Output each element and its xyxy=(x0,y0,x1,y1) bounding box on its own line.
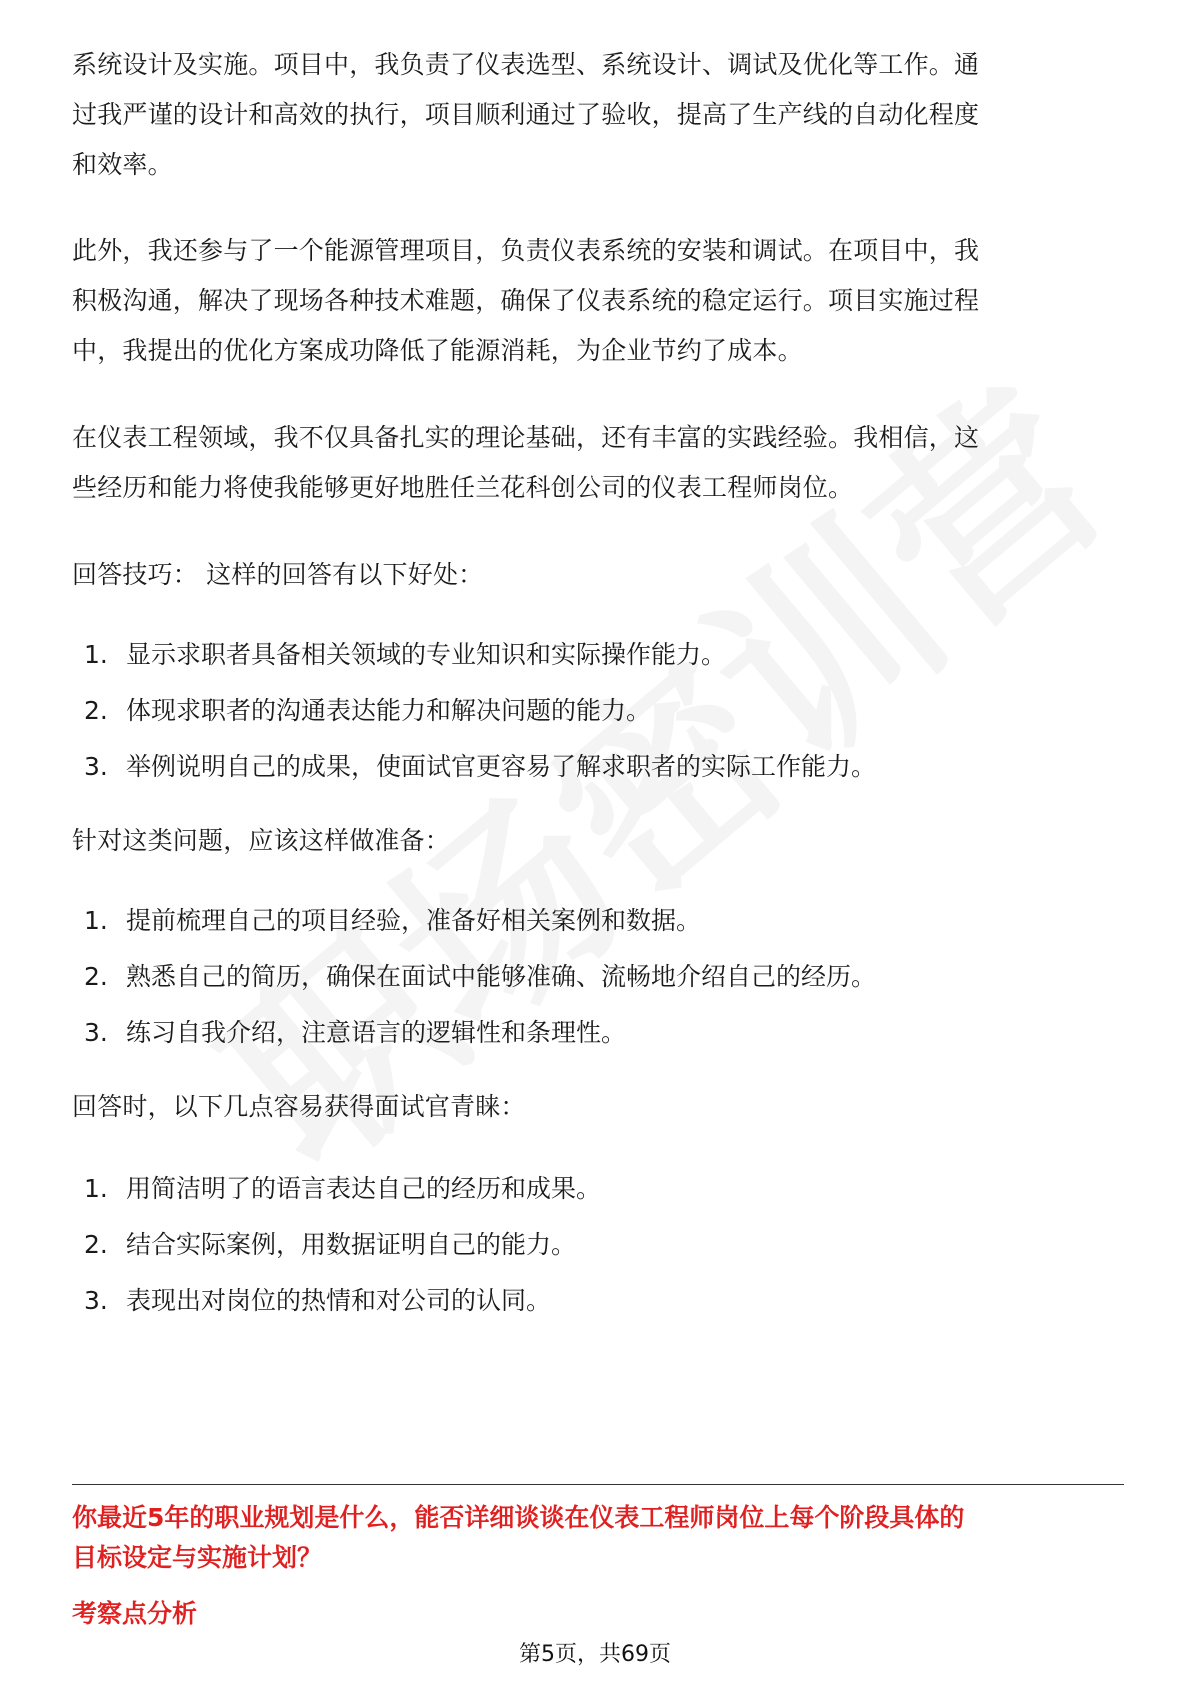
page-number: 第5页，共69页 xyxy=(519,1642,671,1667)
list-item xyxy=(84,893,876,949)
paragraph-line: 些经历和能力将使我能够更好地胜任兰花科创公司的仪表工程师岗位。 xyxy=(72,473,854,502)
list-text: 表现出对岗位的热情和对公司的认同。 xyxy=(126,1286,552,1315)
paragraph-project-1 xyxy=(72,40,1124,190)
question-line: 目标设定与实施计划？ xyxy=(72,1543,323,1572)
list-number: 1. xyxy=(84,1174,108,1203)
list-number: 1. xyxy=(84,906,108,935)
list-text: 练习自我介绍，注意语言的逻辑性和条理性。 xyxy=(126,1018,627,1047)
favor-list xyxy=(84,1161,601,1329)
next-question-title xyxy=(72,1498,1124,1578)
list-number: 2. xyxy=(84,962,108,991)
list-number: 2. xyxy=(84,1230,108,1259)
paragraph-line: 在仪表工程领域，我不仅具备扎实的理论基础，还有丰富的实践经验。我相信，这 xyxy=(72,423,980,452)
list-item xyxy=(84,1273,601,1329)
paragraph-line: 和效率。 xyxy=(72,150,173,179)
paragraph-line: 此外，我还参与了一个能源管理项目，负责仪表系统的安装和调试。在项目中，我 xyxy=(72,236,980,265)
paragraph-summary xyxy=(72,413,1124,513)
tips-list xyxy=(84,627,876,795)
list-text: 体现求职者的沟通表达能力和解决问题的能力。 xyxy=(126,696,652,725)
tips-heading: 回答技巧： 这样的回答有以下好处： xyxy=(72,560,484,589)
list-item xyxy=(84,627,876,683)
list-text: 熟悉自己的简历，确保在面试中能够准确、流畅地介绍自己的经历。 xyxy=(126,962,877,991)
list-item xyxy=(84,739,876,795)
paragraph-line: 系统设计及实施。项目中，我负责了仪表选型、系统设计、调试及优化等工作。通 xyxy=(72,50,980,79)
prep-list xyxy=(84,893,876,1061)
favor-heading: 回答时，以下几点容易获得面试官青睐： xyxy=(72,1092,526,1121)
prep-heading: 针对这类问题，应该这样做准备： xyxy=(72,826,451,855)
paragraph-line: 中，我提出的优化方案成功降低了能源消耗，为企业节约了成本。 xyxy=(72,336,803,365)
paragraph-line: 过我严谨的设计和高效的执行，项目顺利通过了验收，提高了生产线的自动化程度 xyxy=(72,100,980,129)
list-text: 显示求职者具备相关领域的专业知识和实际操作能力。 xyxy=(126,640,727,669)
list-text: 举例说明自己的成果，使面试官更容易了解求职者的实际工作能力。 xyxy=(126,752,877,781)
list-number: 2. xyxy=(84,696,108,725)
list-text: 结合实际案例，用数据证明自己的能力。 xyxy=(126,1230,577,1259)
list-item xyxy=(84,1161,601,1217)
list-item xyxy=(84,1217,601,1273)
list-number: 3. xyxy=(84,1286,108,1315)
list-item xyxy=(84,683,876,739)
question-line: 你最近5年的职业规划是什么，能否详细谈谈在仪表工程师岗位上每个阶段具体的 xyxy=(72,1503,965,1532)
paragraph-line: 积极沟通，解决了现场各种技术难题，确保了仪表系统的稳定运行。项目实施过程 xyxy=(72,286,980,315)
list-item xyxy=(84,949,876,1005)
list-number: 1. xyxy=(84,640,108,669)
paragraph-project-2 xyxy=(72,226,1124,376)
analysis-heading: 考察点分析 xyxy=(72,1599,198,1628)
list-number: 3. xyxy=(84,752,108,781)
list-text: 用简洁明了的语言表达自己的经历和成果。 xyxy=(126,1174,602,1203)
section-divider xyxy=(72,1484,1124,1485)
list-item xyxy=(84,1005,876,1061)
list-number: 3. xyxy=(84,1018,108,1047)
list-text: 提前梳理自己的项目经验，准备好相关案例和数据。 xyxy=(126,906,702,935)
